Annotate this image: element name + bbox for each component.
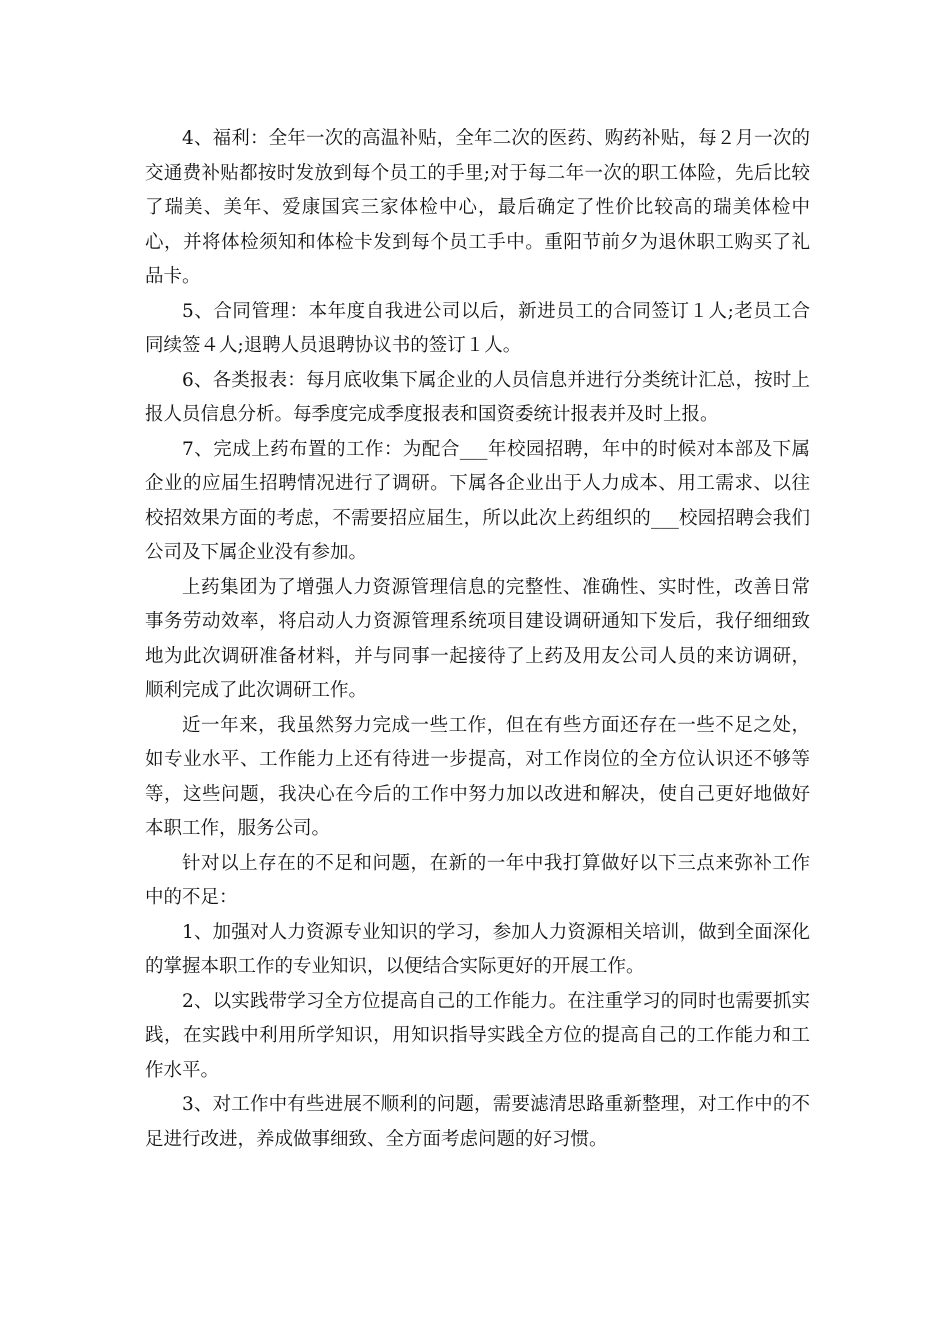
paragraph-welfare: 4、福利：全年一次的高温补贴，全年二次的医药、购药补贴，每２月一次的交通费补贴都按时发放到每个员工的手里;对于每二年一次的职工体险，先后比较了瑞美、美年、爱康国宾三家体检中心，最后确定了性价比较高的瑞美体检中心，并将体检须知和体检卡发到每个员工手中。重阳节前夕为退休职工购买了礼品卡。	[145, 128, 810, 287]
paragraph-hr-system-research: 上药集团为了增强人力资源管理信息的完整性、准确性、实时性，改善日常事务劳动效率，将启动人力资源管理系统项目建设调研通知下发后，我仔细细致地为此次调研准备材料，并与同事一起接待了上药及用友公司人员的来访调研，顺利完成了此次调研工作。	[145, 576, 810, 701]
document-body	[145, 122, 810, 1157]
paragraph-plan-item-3: 3、对工作中有些进展不顺利的问题，需要滤清思路重新整理，对工作中的不足进行改进，养成做事细致、全方面考虑问题的好习惯。	[145, 1094, 810, 1150]
paragraph-shortcomings: 近一年来，我虽然努力完成一些工作，但在有些方面还存在一些不足之处，如专业水平、工作能力上还有待进一步提高，对工作岗位的全方位认识还不够等等，这些问题，我决心在今后的工作中努力加以改进和解决，使自己更好地做好本职工作，服务公司。	[145, 714, 810, 839]
paragraph-plan-item-2: 2、以实践带学习全方位提高自己的工作能力。在注重学习的同时也需要抓实践，在实践中利用所学知识，用知识指导实践全方位的提高自己的工作能力和工作水平。	[145, 990, 810, 1081]
paragraph-contract-management: 5、合同管理：本年度自我进公司以后，新进员工的合同签订１人;老员工合同续签４人;退聘人员退聘协议书的签订１人。	[145, 300, 810, 356]
paragraph-plan-intro: 针对以上存在的不足和问题，在新的一年中我打算做好以下三点来弥补工作中的不足：	[145, 852, 810, 908]
paragraph-campus-recruitment: 7、完成上药布置的工作：为配合___年校园招聘，年中的时候对本部及下属企业的应届生招聘情况进行了调研。下属各企业出于人力成本、用工需求、以往校招效果方面的考虑，不需要招应届生，所以此次上药组织的___校园招聘会我们公司及下属企业没有参加。	[145, 438, 810, 563]
paragraph-plan-item-1: 1、加强对人力资源专业知识的学习，参加人力资源相关培训，做到全面深化的掌握本职工作的专业知识，以便结合实际更好的开展工作。	[145, 921, 810, 977]
paragraph-reports: 6、各类报表：每月底收集下属企业的人员信息并进行分类统计汇总，按时上报人员信息分析。每季度完成季度报表和国资委统计报表并及时上报。	[145, 369, 810, 425]
